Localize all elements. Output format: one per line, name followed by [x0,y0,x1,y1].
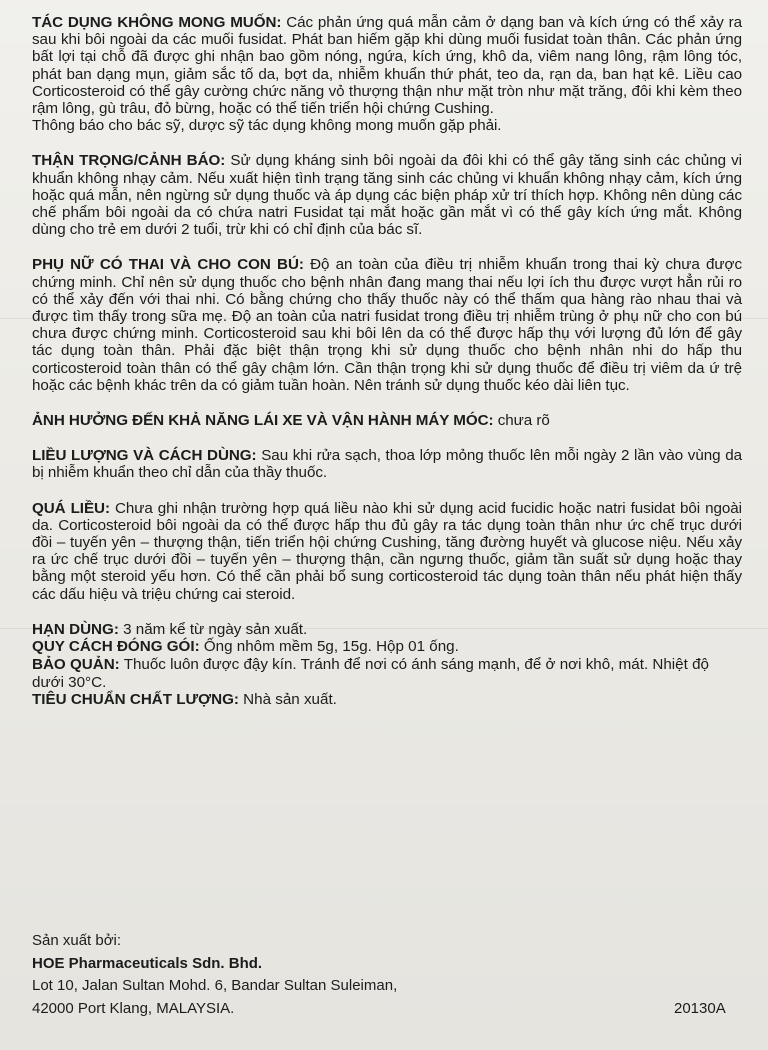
leaflet-content [32,14,742,709]
storage-line [32,656,742,691]
pregnancy-text: Độ an toàn của điều trị nhiễm khuẩn trong thai kỳ chưa được chứng minh. Chỉ nên sử dụng thuốc cho bệnh nhân đang mang thai nếu lợi ích thu được vượt hẳn rủi ro có thể xảy đến với thai nhi. Có bằng chứng cho thấy thuốc này có thể thấm qua hàng rào nhau thai và được tìm thấy trong sữa mẹ. Độ an toàn của natri fusidat trong điều trị nhiễm trùng ở phụ nữ cho con bú chưa được chứng minh. Corticosteroid sau khi bôi lên da có thể được hấp thụ với lượng đủ lớn để gây tác dụng toàn thân. Phải đặc biệt thận trọng khi sử dụng thuốc cho bệnh nhân nhi do hấp thu corticosteroid toàn thân có thể gây chậm lớn. Cần thận trọng khi sử dụng thuốc để điều trị viêm da ứ trệ hoặc các bệnh khác trên da có giảm tuần hoàn. Nên tránh sử dụng thuốc kéo dài liên tục. [32,256,742,394]
section-gap [32,238,742,256]
section-gap [32,134,742,152]
packaging-line [32,638,742,656]
manufacturer-address-line2: 42000 Port Klang, MALAYSIA. [32,999,235,1017]
precautions-heading: THẬN TRỌNG/CẢNH BÁO: [32,152,226,170]
side-effects-heading: TÁC DỤNG KHÔNG MONG MUỐN: [32,14,282,31]
document-code: 20130A [674,1000,726,1017]
section-gap [32,603,742,621]
manufacturer-block [32,930,397,1020]
precautions-text: Sử dụng kháng sinh bôi ngoài da đôi khi có thể gây tăng sinh các chủng vi khuẩn không nhạy cảm. Nếu xuất hiện tình trạng tăng sinh các chủng vi khuẩn không nhạy cảm, kích ứng hoặc quá mẫn, nên ngừng sử dụng thuốc và áp dụng các biện pháp xử trí thích hợp. Không nên dùng các chế phẩm bôi ngoài da có chứa natri Fusidat tại mắt hoặc gần mắt vì có thể gây kích ứng mắt. Không dùng cho trẻ em dưới 2 tuổi, trừ khi có chỉ định của bác sĩ. [32,152,742,239]
driving-heading: ẢNH HƯỞNG ĐẾN KHẢ NĂNG LÁI XE VÀ VẬN HÀNH MÁY MÓC: [32,412,494,430]
storage-heading: BẢO QUẢN: [32,656,120,674]
standard-text: Nhà sản xuất. [238,691,337,709]
driving-section [32,412,742,429]
standard-line [32,691,742,709]
dosage-text: Sau khi rửa sạch, thoa lớp mỏng thuốc lên mỗi ngày 2 lần vào vùng da bị nhiễm khuẩn theo chỉ dẫn của thầy thuốc. [32,447,742,482]
side-effects-note: Thông báo cho bác sỹ, dược sỹ tác dụng không mong muốn gặp phải. [32,117,502,135]
overdose-section [32,500,742,603]
section-gap [32,429,742,447]
side-effects-text: Các phản ứng quá mẫn cảm ở dạng ban và kích ứng có thể xảy ra sau khi bôi ngoài da các muối fusidat. Phát ban hiếm gặp khi dùng muối fusidat toàn thân. Các phản ứng bất lợi tại chỗ đã được ghi nhận bao gồm nóng, ngứa, kích ứng, khô da, viêm nang lông, rậm lông tóc, phát ban dạng mụn, giảm sắc tố da, bợt da, nhiễm khuẩn thứ phát, teo da, rạn da, ban hạt kê. Liều cao Corticosteroid có thể gây cường chức năng vỏ thượng thận như mặt tròn như mặt trăng, đôi khi kèm theo rậm lông, gù trâu, đỏ bừng, hoặc có thể tiến triển hội chứng Cushing. [32,14,742,118]
section-gap [32,482,742,500]
section-gap [32,394,742,412]
overdose-text: Chưa ghi nhận trường hợp quá liều nào khi sử dụng acid fucidic hoặc natri fusidat bôi ngoài da. Corticosteroid bôi ngoài da có thể được hấp thu đủ gây ra tác dụng toàn thân như ức chế trục dưới đồi – tuyến yên – thượng thận, tiến triển hội chứng Cushing, tăng đường huyết và glucose niệu. Nếu xảy ra ức chế trục dưới đồi – tuyến yên – thượng thận, cần ngưng thuốc, giảm tần suất sử dụng hoặc thay bằng một steroid yếu hơn. Có thể cần phải bổ sung corticosteroid tác dụng toàn thân nếu phát hiện thấy các dấu hiệu và triệu chứng cai steroid. [32,499,742,603]
overdose-heading: QUÁ LIỀU: [32,499,110,517]
expiry-line [32,621,742,639]
pregnancy-heading: PHỤ NỮ CÓ THAI VÀ CHO CON BÚ: [32,256,304,274]
precautions-section [32,152,742,238]
driving-text: chưa rõ [493,412,550,430]
expiry-text: 3 năm kể từ ngày sản xuất. [118,620,308,638]
manufacturer-company: HOE Pharmaceuticals Sdn. Bhd. [32,954,263,972]
dosage-section [32,447,742,481]
storage-text: Thuốc luôn được đậy kín. Tránh để nơi có ánh sáng mạnh, để ở nơi khô, mát. Nhiệt độ dưới 30°C. [32,656,709,691]
packaging-heading: QUY CÁCH ĐÓNG GÓI: [32,638,200,656]
manufacturer-label: Sản xuất bởi: [32,932,122,949]
manufacturer-address-line1: Lot 10, Jalan Sultan Mohd. 6, Bandar Sultan Suleiman, [32,977,398,994]
standard-heading: TIÊU CHUẨN CHẤT LƯỢNG: [32,691,239,709]
dosage-heading: LIỀU LƯỢNG VÀ CÁCH DÙNG: [32,447,257,465]
pregnancy-section [32,256,742,394]
expiry-heading: HẠN DÙNG: [32,620,119,638]
packaging-text: Ống nhôm mềm 5g, 15g. Hộp 01 ống. [199,638,459,656]
side-effects-section [32,14,742,117]
